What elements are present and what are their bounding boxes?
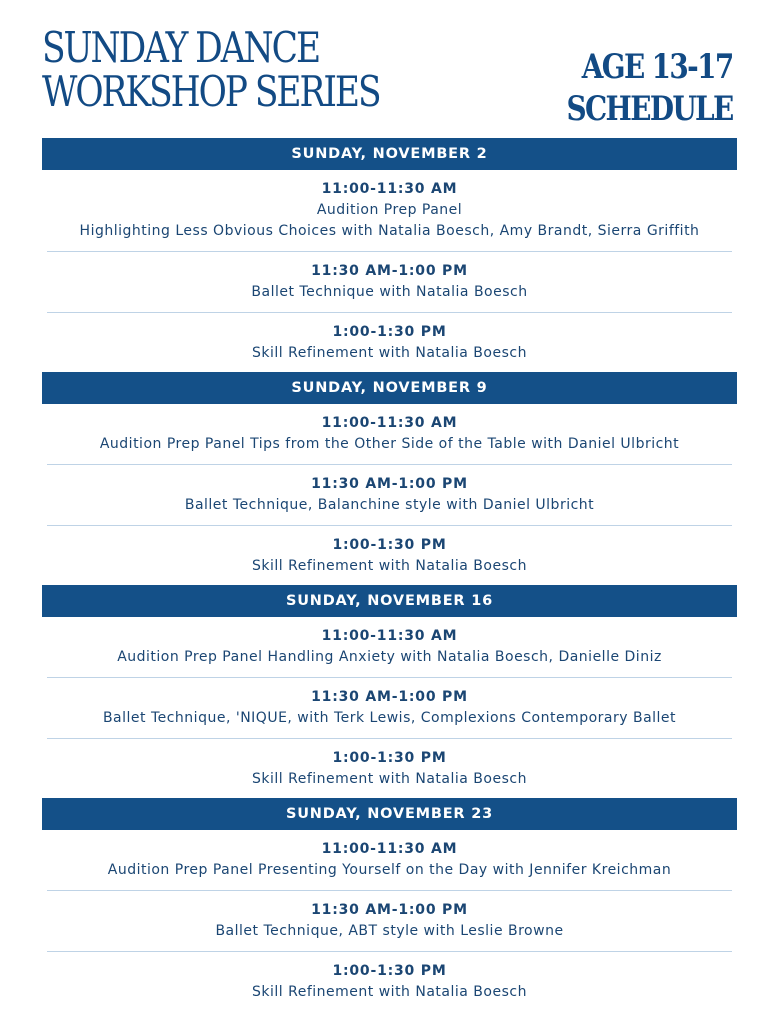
session-description: Ballet Technique with Natalia Boesch: [251, 284, 528, 300]
schedule-heading: [567, 46, 733, 130]
session-description: Audition Prep Panel: [316, 202, 463, 218]
session-item: [47, 526, 732, 585]
session-item: [47, 617, 732, 678]
day-header: SUNDAY, NOVEMBER 9: [42, 372, 737, 404]
session-item: [47, 313, 732, 372]
session-time: 11:00-11:30 AM: [321, 415, 458, 431]
session-time: 1:00-1:30 PM: [332, 324, 447, 340]
session-item: [47, 404, 732, 465]
session-time: 11:30 AM-1:00 PM: [311, 902, 468, 918]
session-time: 11:30 AM-1:00 PM: [311, 263, 468, 279]
session-item: [47, 891, 732, 952]
session-description: Ballet Technique, 'NIQUE, with Terk Lewis, Complexions Contemporary Ballet: [102, 710, 677, 726]
page-title: [42, 23, 380, 116]
session-description: Audition Prep Panel Presenting Yourself on the Day with Jennifer Kreichman: [107, 862, 672, 878]
day-section: [42, 372, 737, 585]
session-item: [47, 830, 732, 891]
session-time: 11:00-11:30 AM: [321, 841, 458, 857]
session-time: 1:00-1:30 PM: [332, 963, 447, 979]
session-description: Skill Refinement with Natalia Boesch: [252, 345, 527, 361]
session-description: Skill Refinement with Natalia Boesch: [252, 558, 527, 574]
session-description: Audition Prep Panel Handling Anxiety with Natalia Boesch, Danielle Diniz: [117, 649, 662, 665]
session-time: 11:30 AM-1:00 PM: [311, 476, 468, 492]
session-time: 1:00-1:30 PM: [332, 750, 447, 766]
session-description: Audition Prep Panel Tips from the Other Side of the Table with Daniel Ulbricht: [99, 436, 680, 452]
session-item: [47, 952, 732, 1011]
schedule-list: [42, 138, 737, 1011]
age-range-label: AGE 13-17: [582, 47, 733, 87]
session-time: 1:00-1:30 PM: [332, 537, 447, 553]
day-section: [42, 138, 737, 372]
session-item: [47, 252, 732, 313]
session-time: 11:00-11:30 AM: [321, 181, 458, 197]
session-description: Ballet Technique, ABT style with Leslie Browne: [215, 923, 564, 939]
day-header: SUNDAY, NOVEMBER 16: [42, 585, 737, 617]
session-item: [47, 678, 732, 739]
session-description: Skill Refinement with Natalia Boesch: [252, 771, 527, 787]
session-description: Highlighting Less Obvious Choices with Natalia Boesch, Amy Brandt, Sierra Griffith: [79, 223, 700, 239]
session-item: [47, 465, 732, 526]
day-header: SUNDAY, NOVEMBER 23: [42, 798, 737, 830]
session-time: 11:00-11:30 AM: [321, 628, 458, 644]
day-section: [42, 585, 737, 798]
title-line-2: WORKSHOP SERIES: [42, 67, 380, 116]
session-item: [47, 170, 732, 252]
day-section: [42, 798, 737, 1011]
day-header: SUNDAY, NOVEMBER 2: [42, 138, 737, 170]
title-line-1: SUNDAY DANCE: [42, 23, 320, 72]
schedule-label: SCHEDULE: [566, 89, 733, 129]
session-time: 11:30 AM-1:00 PM: [311, 689, 468, 705]
session-description: Ballet Technique, Balanchine style with Daniel Ulbricht: [184, 497, 595, 513]
session-description: Skill Refinement with Natalia Boesch: [252, 984, 527, 1000]
session-item: [47, 739, 732, 798]
